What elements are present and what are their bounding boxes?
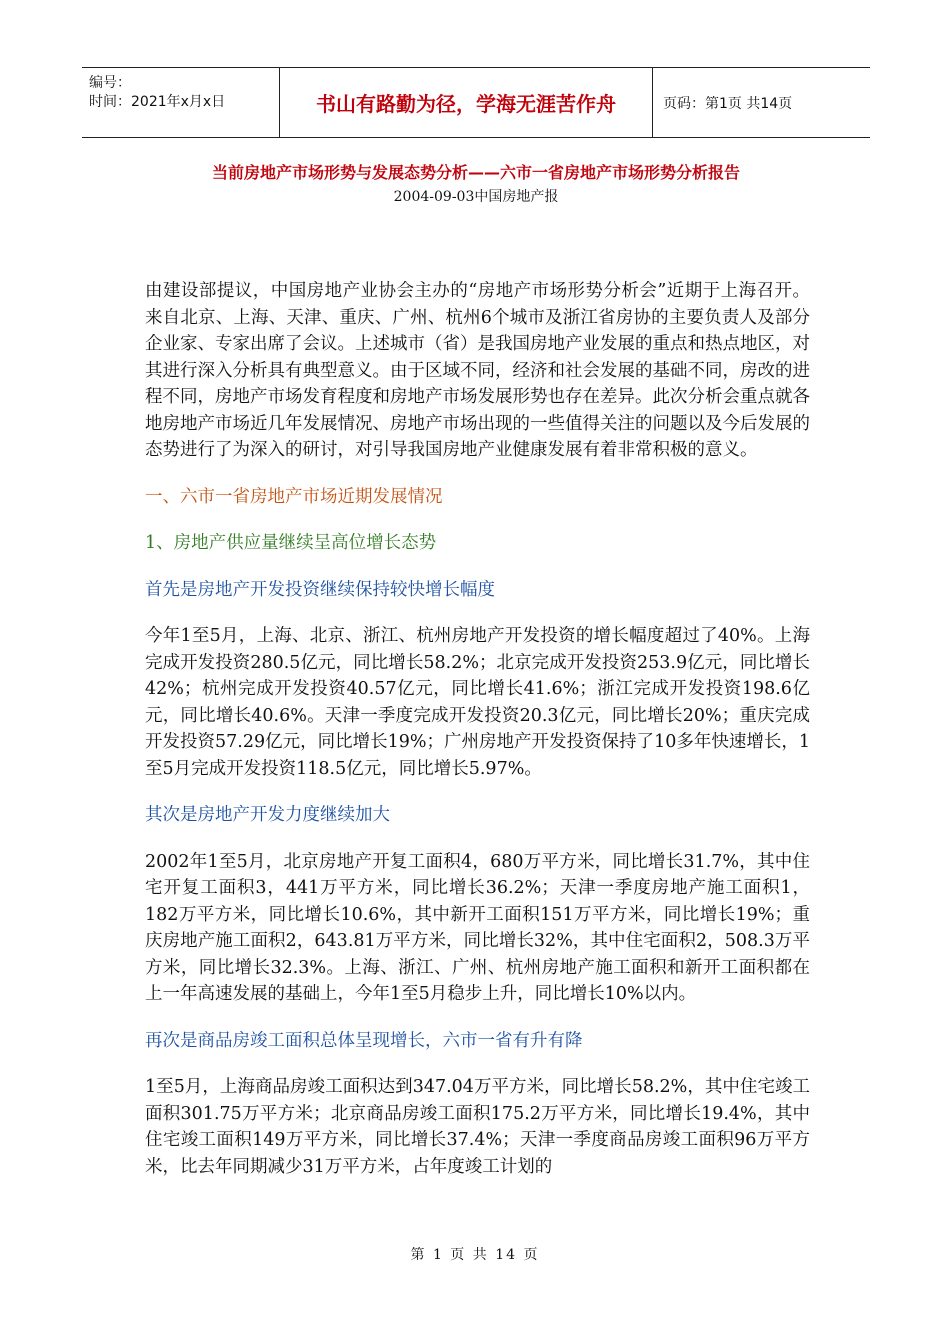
point-heading-completion: 再次是商品房竣工面积总体呈现增长，六市一省有升有降	[145, 1030, 583, 1051]
point-paragraph-investment: 今年1至5月，上海、北京、浙江、杭州房地产开发投资的增长幅度超过了40%。上海完成开发投资280.5亿元，同比增长58.2%；北京完成开发投资253.9亿元，同比增长42%；杭州完成开发投资40.57亿元，同比增长41.6%；浙江完成开发投资198.6亿元，同比增长40.6%。天津一季度完成开发投资20.3亿元，同比增长20%；重庆完成开发投资57.29亿元，同比增长19%；广州房地产开发投资保持了10多年快速增长，1至5月完成开发投资118.5亿元，同比增长5.97%。	[145, 626, 810, 779]
time-label: 时间：2021年x月x日	[89, 94, 226, 110]
point-paragraph-completion: 1至5月，上海商品房竣工面积达到347.04万平方米，同比增长58.2%，其中住宅竣工面积301.75万平方米；北京商品房竣工面积175.2万平方米，同比增长19.4%，其中住宅竣工面积149万平方米，同比增长37.4%；天津一季度商品房竣工面积96万平方米，比去年同期减少31万平方米，占年度竣工计划的	[145, 1077, 810, 1177]
subsection-heading: 1、房地产供应量继续呈高位增长态势	[145, 533, 437, 553]
header-meta-cell	[82, 68, 280, 137]
motto: 书山有路勤为径，学海无涯苦作舟	[280, 68, 653, 137]
point-paragraph-development: 2002年1至5月，北京房地产开复工面积4，680万平方米，同比增长31.7%，其中住宅开复工面积3，441万平方米，同比增长36.2%；天津一季度房地产施工面积1，182万平方米，同比增长10.6%，其中新开工面积151万平方米，同比增长19%；重庆房地产施工面积2，643.81万平方米，同比增长32%，其中住宅面积2，508.3万平方米，同比增长32.3%。上海、浙江、广州、杭州房地产施工面积和新开工面积都在上一年高速发展的基础上，今年1至5月稳步上升，同比增长10%以内。	[145, 851, 810, 1004]
page-info: 页码：第1页 共14页	[663, 95, 793, 112]
document-title: 当前房地产市场形势与发展态势分析——六市一省房地产市场形势分析报告	[211, 163, 740, 182]
point-heading-investment: 首先是房地产开发投资继续保持较快增长幅度	[145, 579, 495, 600]
intro-paragraph: 由建设部提议，中国房地产业协会主办的“房地产市场形势分析会”近期于上海召开。来自北京、上海、天津、重庆、广州、杭州6个城市及浙江省房协的主要负责人及部分企业家、专家出席了会议。上述城市（省）是我国房地产业发展的重点和热点地区，对其进行深入分析具有典型意义。由于区域不同，经济和社会发展的基础不同，房改的进程不同，房地产市场发育程度和房地产市场发展形势也存在差异。此次分析会重点就各地房地产市场近几年发展情况、房地产市场出现的一些值得关注的问题以及今后发展的态势进行了为深入的研讨，对引导我国房地产业健康发展有着非常积极的意义。	[145, 281, 810, 460]
section-heading: 一、六市一省房地产市场近期发展情况	[145, 486, 443, 507]
document-body	[145, 278, 810, 1180]
header-table	[82, 67, 870, 138]
point-heading-development: 其次是房地产开发力度继续加大	[145, 805, 390, 825]
number-label: 编号：	[89, 75, 131, 91]
page-footer: 第 1 页 共 14 页	[410, 1247, 540, 1263]
document-subtitle: 2004-09-03中国房地产报	[393, 189, 559, 205]
